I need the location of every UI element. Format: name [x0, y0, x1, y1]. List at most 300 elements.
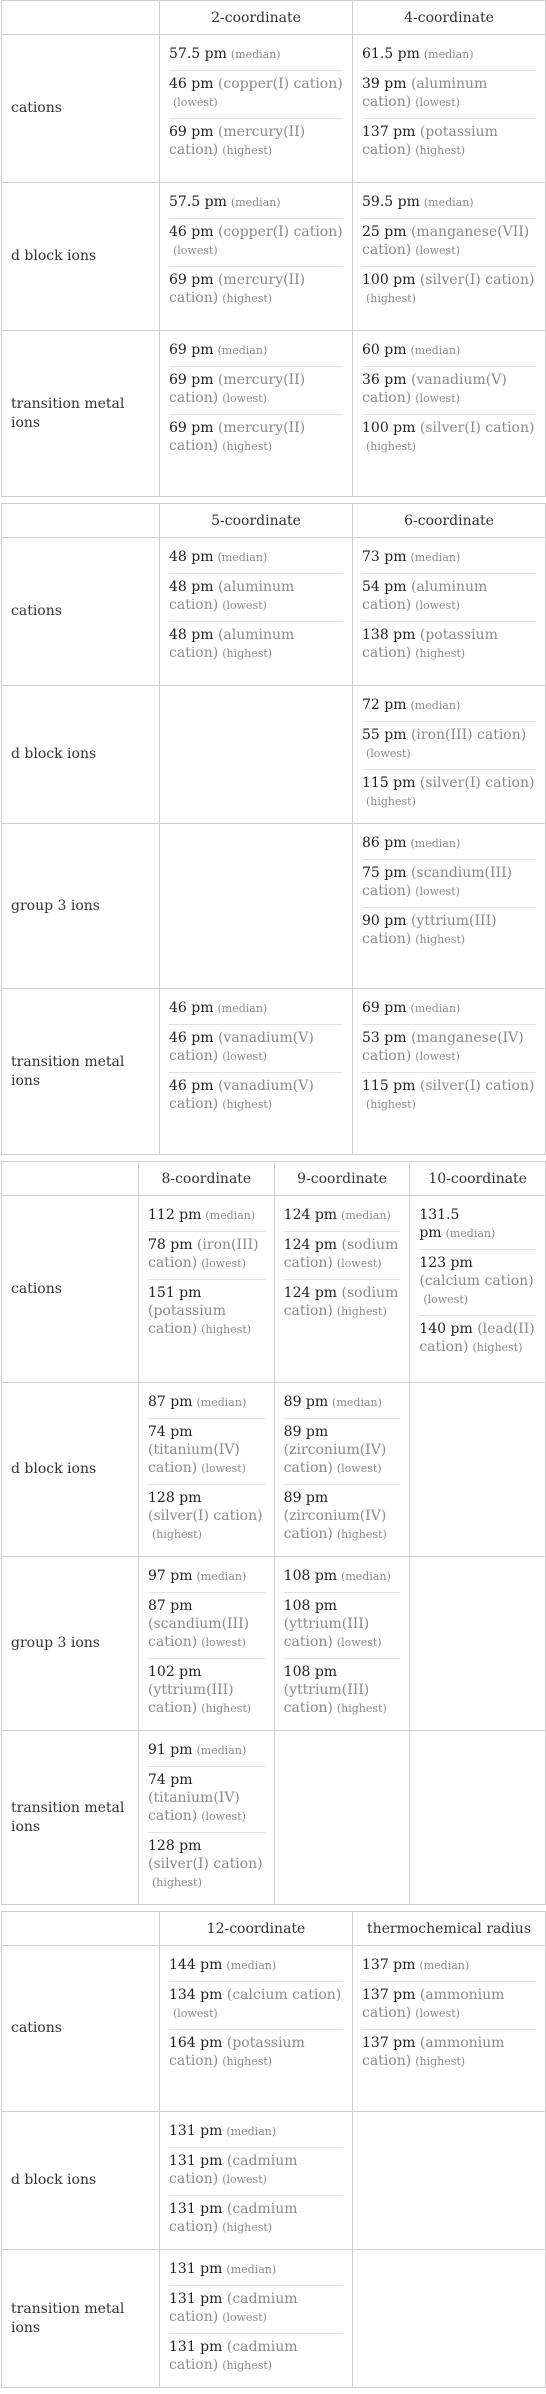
stat-tag: (median) [419, 1959, 470, 1972]
row-label: cations [2, 35, 160, 183]
value-cell [353, 538, 546, 686]
table-row [2, 1196, 546, 1383]
radius-value: 48 pm [169, 627, 214, 643]
row-label: d block ions [2, 2112, 160, 2250]
radius-value: 46 pm [169, 1030, 214, 1046]
radius-value: 90 pm [362, 913, 407, 929]
value-cell [160, 989, 353, 1155]
value-cell [139, 1383, 275, 1557]
radius-value: 100 pm [362, 272, 416, 288]
radius-value: 137 pm [362, 2035, 416, 2051]
radius-value: 57.5 pm [169, 46, 227, 62]
radius-value: 46 pm [169, 76, 214, 92]
radius-value: 55 pm [362, 727, 407, 743]
radius-value: 87 pm [148, 1394, 193, 1410]
radius-value: 128 pm [148, 1838, 202, 1854]
table-row [2, 1946, 546, 2112]
value-entry [362, 1952, 536, 1982]
radius-value: 61.5 pm [362, 46, 420, 62]
stat-tag: (lowest) [201, 1810, 246, 1823]
column-header: 6-coordinate [353, 504, 546, 538]
ion-name: (aluminum cation) [169, 579, 295, 613]
radius-value: 128 pm [148, 1490, 202, 1506]
value-entry [284, 1485, 401, 1550]
value-entry [148, 1485, 265, 1550]
value-entry [362, 1073, 536, 1120]
data-table [1, 1161, 546, 1905]
stat-tag: (lowest) [173, 244, 218, 257]
radius-value: 69 pm [362, 1000, 407, 1016]
value-entry [419, 1202, 536, 1250]
ion-name: (silver(I) cation) [419, 775, 535, 791]
stat-tag: (highest) [366, 1098, 416, 1111]
value-entry [362, 337, 536, 367]
value-entry [284, 1659, 401, 1724]
radius-value: 151 pm [148, 1285, 202, 1301]
stat-tag: (highest) [366, 440, 416, 453]
radius-value: 131 pm [169, 2261, 223, 2277]
value-entry [169, 2196, 343, 2243]
radius-value: 48 pm [169, 549, 214, 565]
value-entry [148, 1563, 265, 1593]
stat-tag: (median) [410, 344, 461, 357]
table-row [2, 183, 546, 331]
radius-value: 124 pm [283, 1207, 338, 1223]
stat-tag: (median) [196, 1396, 247, 1409]
stat-tag: (highest) [222, 1098, 273, 1111]
value-entry [362, 860, 536, 908]
value-cell [139, 1196, 275, 1383]
stat-tag: (median) [423, 196, 474, 209]
empty-cell [410, 1557, 546, 1731]
value-entry [284, 1389, 401, 1419]
radius-value: 36 pm [362, 372, 407, 388]
value-cell [160, 2250, 353, 2388]
stat-tag: (lowest) [201, 1462, 246, 1475]
stat-tag: (highest) [201, 1323, 252, 1336]
value-entry [284, 1280, 401, 1327]
empty-cell [410, 1383, 546, 1557]
value-entry [362, 119, 536, 166]
radius-value: 102 pm [148, 1664, 202, 1680]
value-entry [362, 267, 536, 314]
radius-value: 89 pm [283, 1490, 329, 1506]
table-row [2, 2112, 546, 2250]
ion-name: (cadmium cation) [169, 2291, 298, 2325]
radius-value: 91 pm [148, 1742, 193, 1758]
radius-value: 108 pm [283, 1664, 338, 1680]
value-entry [362, 1025, 536, 1073]
radius-value: 108 pm [283, 1598, 338, 1614]
radius-value: 100 pm [362, 420, 416, 436]
value-entry [169, 41, 343, 71]
value-cell [353, 35, 546, 183]
radius-value: 134 pm [169, 1987, 223, 2003]
table-row [2, 989, 546, 1155]
radius-value: 112 pm [148, 1207, 202, 1223]
table-row [2, 331, 546, 497]
stat-tag: (highest) [201, 1702, 252, 1715]
ion-name: (copper(I) cation) [217, 76, 343, 92]
value-entry [169, 367, 343, 415]
column-header: 5-coordinate [160, 504, 353, 538]
stat-tag: (highest) [152, 1876, 202, 1889]
radius-value: 124 pm [283, 1237, 338, 1253]
ion-name: (vanadium(V) cation) [362, 372, 507, 406]
ion-name: (cadmium cation) [169, 2153, 298, 2187]
value-entry [169, 1952, 343, 1982]
ion-name: (silver(I) cation) [148, 1856, 263, 1872]
ion-name: (silver(I) cation) [419, 420, 535, 436]
value-entry [148, 1737, 265, 1767]
value-entry [148, 1659, 265, 1724]
row-label: transition metal ions [2, 1731, 139, 1905]
row-label: d block ions [2, 686, 160, 824]
ion-name: (aluminum cation) [362, 76, 488, 110]
value-entry [284, 1593, 401, 1659]
empty-cell [410, 1731, 546, 1905]
radius-value: 60 pm [362, 342, 407, 358]
radius-value: 89 pm [283, 1394, 329, 1410]
radius-value: 73 pm [362, 549, 407, 565]
radius-value: 75 pm [362, 865, 407, 881]
radius-value: 131 pm [169, 2339, 223, 2355]
stat-tag: (median) [217, 344, 268, 357]
header-corner [2, 1912, 160, 1946]
value-cell [353, 183, 546, 331]
header-corner [2, 1, 160, 35]
radius-value: 57.5 pm [169, 194, 227, 210]
radius-value: 46 pm [169, 224, 214, 240]
stat-tag: (median) [445, 1227, 496, 1240]
radius-value: 78 pm [148, 1237, 193, 1253]
value-entry [362, 219, 536, 267]
empty-cell [353, 2250, 546, 2388]
ion-name: (calcium cation) [226, 1987, 342, 2003]
stat-tag: (median) [226, 2263, 277, 2276]
stat-tag: (lowest) [201, 1257, 246, 1270]
radius-value: 115 pm [362, 1078, 416, 1094]
stat-tag: (lowest) [415, 244, 460, 257]
ion-name: (sodium cation) [283, 1285, 399, 1319]
table-row [2, 538, 546, 686]
value-entry [362, 622, 536, 669]
stat-tag: (lowest) [415, 1050, 460, 1063]
stat-tag: (lowest) [415, 599, 460, 612]
empty-cell [274, 1731, 410, 1905]
radius-value: 97 pm [148, 1568, 193, 1584]
value-entry [169, 119, 343, 166]
table-row [2, 1383, 546, 1557]
row-label: transition metal ions [2, 989, 160, 1155]
stat-tag: (lowest) [415, 2007, 460, 2020]
table-header-row [2, 1912, 546, 1946]
value-entry [169, 2256, 343, 2286]
value-entry [362, 1982, 536, 2030]
value-cell [160, 35, 353, 183]
ion-name: (scandium(III) cation) [362, 865, 513, 899]
stat-tag: (lowest) [222, 2173, 267, 2186]
value-cell [160, 1946, 353, 2112]
stat-tag: (median) [341, 1209, 391, 1222]
value-cell [139, 1557, 275, 1731]
table-row [2, 35, 546, 183]
radius-value: 131.5 pm [419, 1207, 460, 1241]
stat-tag: (highest) [336, 1528, 387, 1541]
radius-value: 74 pm [148, 1424, 193, 1440]
column-header: thermochemical radius [353, 1912, 546, 1946]
table-row [2, 1731, 546, 1905]
value-entry [362, 71, 536, 119]
stat-tag: (median) [196, 1744, 247, 1757]
value-entry [148, 1232, 265, 1280]
ion-name: (zirconium(IV) cation) [283, 1442, 387, 1476]
radius-value: 131 pm [169, 2201, 223, 2217]
ion-name: (mercury(II) cation) [169, 272, 306, 306]
radius-value: 59.5 pm [362, 194, 420, 210]
ion-name: (titanium(IV) cation) [148, 1442, 240, 1476]
row-label: group 3 ions [2, 1557, 139, 1731]
value-cell [274, 1557, 410, 1731]
stat-tag: (median) [410, 551, 461, 564]
radius-value: 137 pm [362, 1957, 416, 1973]
column-header: 9-coordinate [274, 1162, 410, 1196]
value-cell [160, 538, 353, 686]
empty-cell [353, 2112, 546, 2250]
stat-tag: (median) [205, 1209, 256, 1222]
stat-tag: (lowest) [173, 2007, 218, 2020]
value-entry [148, 1389, 265, 1419]
value-entry [169, 71, 343, 119]
stat-tag: (highest) [415, 2055, 466, 2068]
stat-tag: (median) [217, 551, 268, 564]
table-row [2, 824, 546, 989]
value-cell [353, 686, 546, 824]
table-row [2, 1557, 546, 1731]
radius-value: 89 pm [283, 1424, 329, 1440]
radius-value: 46 pm [169, 1078, 214, 1094]
stat-tag: (highest) [222, 2359, 273, 2372]
value-entry [169, 415, 343, 462]
value-cell [160, 331, 353, 497]
value-entry [169, 544, 343, 574]
ion-name: (iron(III) cation) [410, 727, 527, 743]
ion-name: (cadmium cation) [169, 2339, 298, 2373]
row-label: group 3 ions [2, 824, 160, 989]
radius-value: 138 pm [362, 627, 416, 643]
ion-name: (manganese(IV) cation) [362, 1030, 524, 1064]
radius-value: 69 pm [169, 420, 214, 436]
stat-tag: (median) [410, 1002, 461, 1015]
column-header: 10-coordinate [410, 1162, 546, 1196]
stat-tag: (highest) [222, 647, 273, 660]
empty-cell [160, 686, 353, 824]
radius-value: 69 pm [169, 124, 214, 140]
value-entry [148, 1767, 265, 1833]
value-entry [284, 1232, 401, 1280]
value-entry [284, 1202, 401, 1232]
row-label: cations [2, 538, 160, 686]
value-entry [284, 1419, 401, 1485]
ion-name: (sodium cation) [283, 1237, 399, 1271]
stat-tag: (median) [226, 2125, 277, 2138]
ion-name: (titanium(IV) cation) [148, 1790, 240, 1824]
ion-name: (copper(I) cation) [217, 224, 343, 240]
value-entry [148, 1833, 265, 1898]
stat-tag: (median) [230, 48, 281, 61]
ion-name: (zirconium(IV) cation) [283, 1508, 387, 1542]
stat-tag: (highest) [222, 2055, 273, 2068]
stat-tag: (lowest) [222, 599, 267, 612]
value-entry [169, 189, 343, 219]
ion-name: (vanadium(V) cation) [169, 1078, 314, 1112]
ion-name: (yttrium(III) cation) [148, 1682, 234, 1716]
value-entry [169, 1025, 343, 1073]
value-cell [353, 331, 546, 497]
radius-value: 144 pm [169, 1957, 223, 1973]
ion-name: (potassium cation) [362, 124, 498, 158]
radius-value: 74 pm [148, 1772, 193, 1788]
ion-name: (yttrium(III) cation) [283, 1682, 370, 1716]
value-cell [139, 1731, 275, 1905]
radius-value: 69 pm [169, 342, 214, 358]
stat-tag: (highest) [336, 1305, 387, 1318]
value-cell [353, 824, 546, 989]
value-entry [362, 574, 536, 622]
radius-value: 25 pm [362, 224, 407, 240]
ion-name: (potassium cation) [169, 2035, 305, 2069]
stat-tag: (median) [410, 699, 461, 712]
column-header: 8-coordinate [139, 1162, 275, 1196]
data-table [1, 503, 546, 1155]
stat-tag: (highest) [336, 1702, 387, 1715]
value-entry [169, 267, 343, 314]
stat-tag: (median) [217, 1002, 268, 1015]
row-label: d block ions [2, 183, 160, 331]
value-entry [169, 2286, 343, 2334]
ion-name: (manganese(VII) cation) [362, 224, 530, 258]
value-entry [362, 41, 536, 71]
stat-tag: (median) [341, 1570, 391, 1583]
radius-value: 108 pm [283, 1568, 338, 1584]
data-table [1, 0, 546, 497]
value-entry [362, 544, 536, 574]
radius-value: 46 pm [169, 1000, 214, 1016]
table-row [2, 2250, 546, 2388]
stat-tag: (lowest) [415, 96, 460, 109]
ion-name: (mercury(II) cation) [169, 124, 306, 158]
radius-value: 164 pm [169, 2035, 223, 2051]
value-cell [353, 989, 546, 1155]
stat-tag: (lowest) [222, 2311, 267, 2324]
ion-name: (calcium cation) [419, 1273, 534, 1289]
stat-tag: (lowest) [423, 1293, 469, 1306]
row-label: cations [2, 1196, 139, 1383]
ion-name: (yttrium(III) cation) [362, 913, 497, 947]
ion-name: (potassium cation) [148, 1303, 226, 1337]
stat-tag: (highest) [415, 647, 466, 660]
table-header-row [2, 504, 546, 538]
ion-name: (ammonium cation) [362, 1987, 505, 2021]
stat-tag: (lowest) [336, 1257, 382, 1270]
radius-value: 140 pm [419, 1321, 473, 1337]
stat-tag: (lowest) [201, 1636, 246, 1649]
column-header: 2-coordinate [160, 1, 353, 35]
stat-tag: (highest) [222, 440, 273, 453]
stat-tag: (highest) [222, 292, 273, 305]
stat-tag: (highest) [415, 144, 466, 157]
value-entry [362, 415, 536, 462]
value-entry [148, 1419, 265, 1485]
stat-tag: (lowest) [415, 392, 460, 405]
value-cell [160, 183, 353, 331]
ion-name: (aluminum cation) [169, 627, 295, 661]
radius-value: 137 pm [362, 1987, 416, 2003]
ion-name: (iron(III) cation) [148, 1237, 259, 1271]
stat-tag: (median) [196, 1570, 247, 1583]
radius-value: 137 pm [362, 124, 416, 140]
value-entry [362, 908, 536, 955]
column-header: 4-coordinate [353, 1, 546, 35]
radius-value: 53 pm [362, 1030, 407, 1046]
column-header: 12-coordinate [160, 1912, 353, 1946]
table-row [2, 686, 546, 824]
stat-tag: (median) [230, 196, 281, 209]
ion-name: (lead(II) cation) [419, 1321, 535, 1355]
radius-value: 87 pm [148, 1598, 193, 1614]
value-entry [169, 219, 343, 267]
value-entry [169, 337, 343, 367]
radius-value: 39 pm [362, 76, 407, 92]
value-cell [274, 1196, 410, 1383]
value-cell [274, 1383, 410, 1557]
radius-value: 72 pm [362, 697, 407, 713]
ion-name: (scandium(III) cation) [148, 1616, 250, 1650]
radius-value: 69 pm [169, 372, 214, 388]
value-entry [362, 722, 536, 770]
stat-tag: (highest) [222, 144, 273, 157]
value-entry [148, 1280, 265, 1345]
stat-tag: (median) [332, 1396, 382, 1409]
value-entry [362, 189, 536, 219]
header-corner [2, 1162, 139, 1196]
radius-value: 54 pm [362, 579, 407, 595]
value-entry [419, 1250, 536, 1316]
radius-value: 124 pm [283, 1285, 338, 1301]
radius-value: 86 pm [362, 835, 407, 851]
radius-value: 69 pm [169, 272, 214, 288]
value-entry [169, 2334, 343, 2381]
value-entry [148, 1593, 265, 1659]
value-entry [169, 1982, 343, 2030]
stat-tag: (median) [423, 48, 474, 61]
value-entry [362, 692, 536, 722]
ion-name: (potassium cation) [362, 627, 498, 661]
header-corner [2, 504, 160, 538]
value-cell [410, 1196, 546, 1383]
value-entry [169, 2148, 343, 2196]
stat-tag: (highest) [472, 1341, 523, 1354]
value-entry [362, 830, 536, 860]
value-entry [419, 1316, 536, 1363]
value-entry [169, 1073, 343, 1120]
value-entry [362, 770, 536, 817]
table-header-row [2, 1, 546, 35]
ion-name: (aluminum cation) [362, 579, 488, 613]
value-entry [169, 995, 343, 1025]
table-header-row [2, 1162, 546, 1196]
row-label: d block ions [2, 1383, 139, 1557]
